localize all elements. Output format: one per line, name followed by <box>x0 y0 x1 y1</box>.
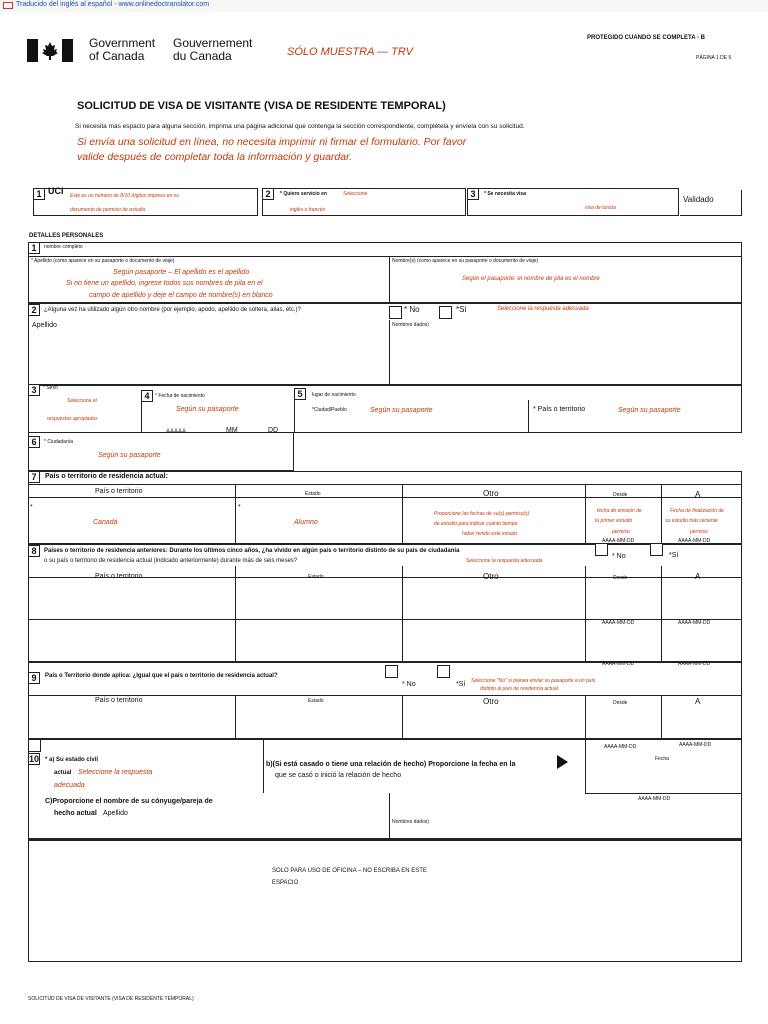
marital-q-c-1: C)Proporcione el nombre de su cónyuge/pareja de <box>45 798 213 805</box>
form-title: SOLICITUD DE VISA DE VISITANTE (VISA DE RESIDENTE TEMPORAL) <box>77 100 446 112</box>
apply-yes-checkbox[interactable] <box>437 665 450 678</box>
residence-to-hint-3: permiso <box>690 529 708 535</box>
marital-divider-3 <box>389 793 390 839</box>
marital-q-a: * a) Su estado civil <box>45 757 99 763</box>
birthplace-label: lugar de nacimiento <box>312 392 356 398</box>
marital-date-2: AAAA-MM-DD <box>679 742 712 748</box>
apply-col-to: A <box>695 697 701 706</box>
residence-status-value[interactable]: Alumno <box>294 519 318 526</box>
residence-heading: País o territorio de residencia actual: <box>45 473 168 480</box>
dob-label: * Fecha de nacimiento <box>155 393 205 399</box>
online-note-1: Si envía una solicitud en línea, no necesita imprimir ni firmar el formulario. Por favor <box>77 136 467 148</box>
validated-label: Validado <box>683 195 714 204</box>
name-top-rule <box>28 256 742 257</box>
citizenship-label: * Ciudadanía <box>44 439 73 445</box>
field-number: 4 <box>141 390 153 402</box>
field-number: 6 <box>28 436 40 448</box>
previous-col-3 <box>585 566 586 662</box>
apply-hint-1: Seleccione "No" si planea enviar su pasaporte a un país <box>471 678 596 684</box>
previous-col-1 <box>235 566 236 662</box>
residence-col-2 <box>402 484 403 544</box>
field-number: 10 <box>29 754 40 764</box>
previous-col-to: A <box>695 572 701 581</box>
other-names-section <box>28 303 742 385</box>
gov-fr-1: Gouvernement <box>173 36 253 50</box>
previous-col-other: Otro <box>483 572 499 581</box>
other-name-yes: *Sí <box>456 305 467 314</box>
apply-header-rule <box>28 695 742 696</box>
previous-yes: *Sí <box>669 552 679 559</box>
previous-col-from: Desde <box>613 575 628 581</box>
dob-yyyy: AAAAA <box>166 429 187 435</box>
previous-question-1: Países o territorio de residencia anteriores: Durante los últimos cinco años, ¿ha vivido en algún país o territorio distinto de su país de ciudadanía <box>44 548 460 554</box>
surname-hint-1: Según pasaporte – El apellido es el apellido <box>113 269 250 276</box>
field-number: 1 <box>33 188 45 200</box>
apply-no: * No <box>402 681 416 688</box>
residence-to-hint-1: Fecha de finalización de <box>670 508 724 514</box>
apply-col-1 <box>235 695 236 739</box>
other-name-yes-checkbox[interactable] <box>439 306 452 319</box>
field-number: 3 <box>28 384 40 396</box>
service-label: * Quiero servicio en <box>280 191 327 197</box>
apply-col-other: Otro <box>483 697 499 706</box>
office-line-2: ESPACIO <box>272 880 299 886</box>
visa-hint: visa de turista <box>585 205 616 211</box>
residence-from-hint-1: fecha de emisión de <box>597 508 642 514</box>
residence-col-from: Desde <box>613 492 628 498</box>
marital-date-3: AAAA-MM-DD <box>638 796 671 802</box>
apply-no-checkbox[interactable] <box>385 665 398 678</box>
sex-hint-1: Selecciona el <box>67 398 97 404</box>
field-number: 8 <box>28 545 40 557</box>
marital-q-b-2: que se casó o inició la relación de hecho <box>275 772 402 779</box>
field-number: 3 <box>467 188 479 200</box>
previous-row2-from: AAAA-MM-DD <box>602 661 635 667</box>
dob-mm: MM <box>226 427 238 434</box>
residence-col-1 <box>235 484 236 544</box>
apply-question: País o Territorio donde aplica: ¿Igual que el país o territorio de residencia actual? <box>45 673 278 679</box>
dob-hint[interactable]: Según su pasaporte <box>176 406 239 413</box>
apply-col-from: Desde <box>613 700 628 706</box>
page-number: PÁGINA 1 DE 5 <box>696 55 732 61</box>
dob-dd: DD <box>268 427 279 434</box>
marital-surname[interactable]: Apellido <box>103 810 128 817</box>
office-use-box <box>28 839 742 962</box>
other-name-hint: Seleccione la respuesta adecuada <box>497 306 589 312</box>
given-name-label[interactable]: Nombre(s) (como aparece en su pasaporte o documento de viaje) <box>392 258 539 264</box>
apply-hint-2: distinto al país de residencia actual. <box>480 686 560 692</box>
city-hint[interactable]: Según su pasaporte <box>370 407 433 414</box>
online-note-2: valide después de completar toda la información y guardar. <box>77 151 353 163</box>
uci-label: UCI <box>48 186 64 196</box>
marital-hint-2: adecuada <box>54 782 85 789</box>
country-divider <box>528 400 529 433</box>
field-number: 1 <box>28 242 40 254</box>
play-arrow-icon <box>557 755 568 769</box>
other-name-divider <box>389 320 390 385</box>
marital-section <box>28 739 742 839</box>
previous-row1-from: AAAA-MM-DD <box>602 620 635 626</box>
previous-row-rule <box>28 619 742 620</box>
previous-col-status: Estado <box>308 574 324 580</box>
other-name-question: ¿Alguna vez ha utilizado algún otro nombre (por ejemplo, apodo, apellido de soltera, alias, etc.)? <box>44 307 301 313</box>
marital-date-label: Fecha <box>655 756 669 762</box>
marital-rule <box>585 793 742 794</box>
field-number: 2 <box>28 304 40 316</box>
marital-q-b: b)(Si está casado o tiene una relación de hecho) Proporcione la fecha en la <box>266 761 516 768</box>
previous-hint: Seleccione la respuesta adecuada <box>466 558 543 564</box>
marital-divider-1 <box>263 739 264 793</box>
residence-from-hint-2: tu primer estudio <box>595 518 633 524</box>
previous-row2-to: AAAA-MM-DD <box>678 661 711 667</box>
apply-col-4 <box>661 695 662 739</box>
other-name-no: * No <box>404 305 420 314</box>
city-label: *Ciudad/Pueblo <box>312 407 347 413</box>
translator-text[interactable]: Traducido del inglés al español - www.onlinedoctranslator.com <box>16 1 210 8</box>
personal-heading: DETALLES PERSONALES <box>29 233 104 239</box>
gov-en-1: Government <box>89 36 156 50</box>
residence-country-value[interactable]: Canadá <box>93 519 118 526</box>
marital-q-c-2: hecho actual <box>54 810 97 817</box>
previous-question-2: o su país o territorio de residencia actual (indicado anteriormente) durante más de seis meses? <box>44 558 298 564</box>
apply-col-country: País o territorio <box>95 697 143 704</box>
surname-hint-3: campo de apellido y deje el campo de nombre(s) en blanco <box>89 292 273 299</box>
sample-label: SÓLO MUESTRA — TRV <box>287 46 413 58</box>
previous-date-2: AAAA-MM-DD <box>678 538 711 544</box>
residence-from-hint-3: permiso <box>612 529 630 535</box>
marital-checkbox[interactable] <box>28 739 41 752</box>
marital-q-a-2: actual <box>54 770 72 776</box>
previous-no-checkbox[interactable] <box>595 543 608 556</box>
sex-label: * Sexo <box>43 385 58 391</box>
residence-to-hint-2: su estudio más reciente <box>665 518 718 524</box>
service-hint-2: inglés o francés <box>290 207 326 213</box>
flag-icon <box>3 2 13 9</box>
previous-col-country: País o territorio <box>95 573 143 580</box>
apply-yes: *Sí <box>456 681 466 688</box>
marital-date-1: AAAA-MM-DD <box>604 744 637 750</box>
residence-subheader-rule <box>28 497 742 498</box>
intro-text: Si necesita más espacio para alguna sección, imprima una página adicional que contenga la sección correspondiente, complétela y envíela con su solicitud. <box>75 123 525 130</box>
residence-col-to: A <box>695 490 701 499</box>
marital-given[interactable]: Nombres dados) <box>392 819 429 825</box>
protected-label: PROTEGIDO CUANDO SE COMPLETA - B <box>587 35 706 41</box>
apply-col-3 <box>585 695 586 739</box>
field-number: 2 <box>262 188 274 200</box>
full-name-label: nombre completo <box>44 244 83 250</box>
field-number: 5 <box>294 388 306 400</box>
residence-other-hint-2: de estudio para indicar cuánto tiempo <box>434 521 518 527</box>
field-number: 7 <box>28 471 40 483</box>
residence-col-3 <box>585 484 586 544</box>
residence-col-4 <box>661 484 662 544</box>
gov-fr-2: du Canada <box>173 49 232 63</box>
residence-header-rule <box>28 484 742 485</box>
previous-no: * No <box>612 553 626 560</box>
residence-col-status: Estado <box>305 491 321 497</box>
surname-label[interactable]: * Apellido (como aparece en su pasaporte o documento de viaje) <box>31 258 175 264</box>
surname-hint-2: Si no tiene un apellido, ingrese todos sus nombres de pila en el <box>66 280 263 287</box>
other-surname-label[interactable]: Apellido <box>32 322 57 329</box>
apply-col-status: Estado <box>308 698 324 704</box>
residence-other-hint-3: haber tenido este estado <box>462 531 518 537</box>
previous-yes-checkbox[interactable] <box>650 543 663 556</box>
other-name-no-checkbox[interactable] <box>389 306 402 319</box>
marital-hint-1[interactable]: Seleccione la respuesta <box>78 769 153 776</box>
uci-hint-2: documento de permiso de estudio. <box>70 207 147 213</box>
birth-country-label: * País o territorio <box>533 406 586 413</box>
given-name-hint: Según el pasaporte: el nombre de pila es el nombre <box>462 276 600 282</box>
previous-row1-to: AAAA-MM-DD <box>678 620 711 626</box>
previous-col-4 <box>661 566 662 662</box>
gov-en-2: of Canada <box>89 49 145 63</box>
residence-star-1: * <box>30 504 33 511</box>
residence-col-other: Otro <box>483 489 499 498</box>
field-number: 9 <box>28 672 40 684</box>
visa-label: * Se necesita visa <box>484 191 526 197</box>
previous-date-1: AAAA-MM-DD <box>602 538 635 544</box>
previous-col-2 <box>402 566 403 662</box>
residence-other-hint-1: Proporcione las fechas de su(s) permiso(s) <box>434 511 530 517</box>
translator-bar <box>0 0 768 12</box>
apply-col-2 <box>402 695 403 739</box>
footer-text: SOLICITUD DE VISA DE VISITANTE (VISA DE RESIDENTE TEMPORAL) <box>28 996 194 1002</box>
office-line-1: SOLO PARA USO DE OFICINA – NO ESCRIBA EN ESTE <box>272 868 427 874</box>
name-divider <box>389 256 390 303</box>
residence-star-2: * <box>238 504 241 511</box>
canada-flag-logo <box>27 39 73 62</box>
uci-hint-1: Este es un número de 8/10 dígitos impreso en su <box>70 193 179 199</box>
citizenship-hint[interactable]: Según su pasaporte <box>98 452 161 459</box>
service-hint-1: Seleccione <box>343 191 368 197</box>
sex-hint-2: respuestas apropiadas <box>47 416 98 422</box>
other-given-label[interactable]: Nombres dados) <box>392 322 429 328</box>
residence-col-country: País o territorio <box>95 488 143 495</box>
birth-country-hint[interactable]: Según su pasaporte <box>618 407 681 414</box>
marital-divider-2 <box>585 739 586 793</box>
